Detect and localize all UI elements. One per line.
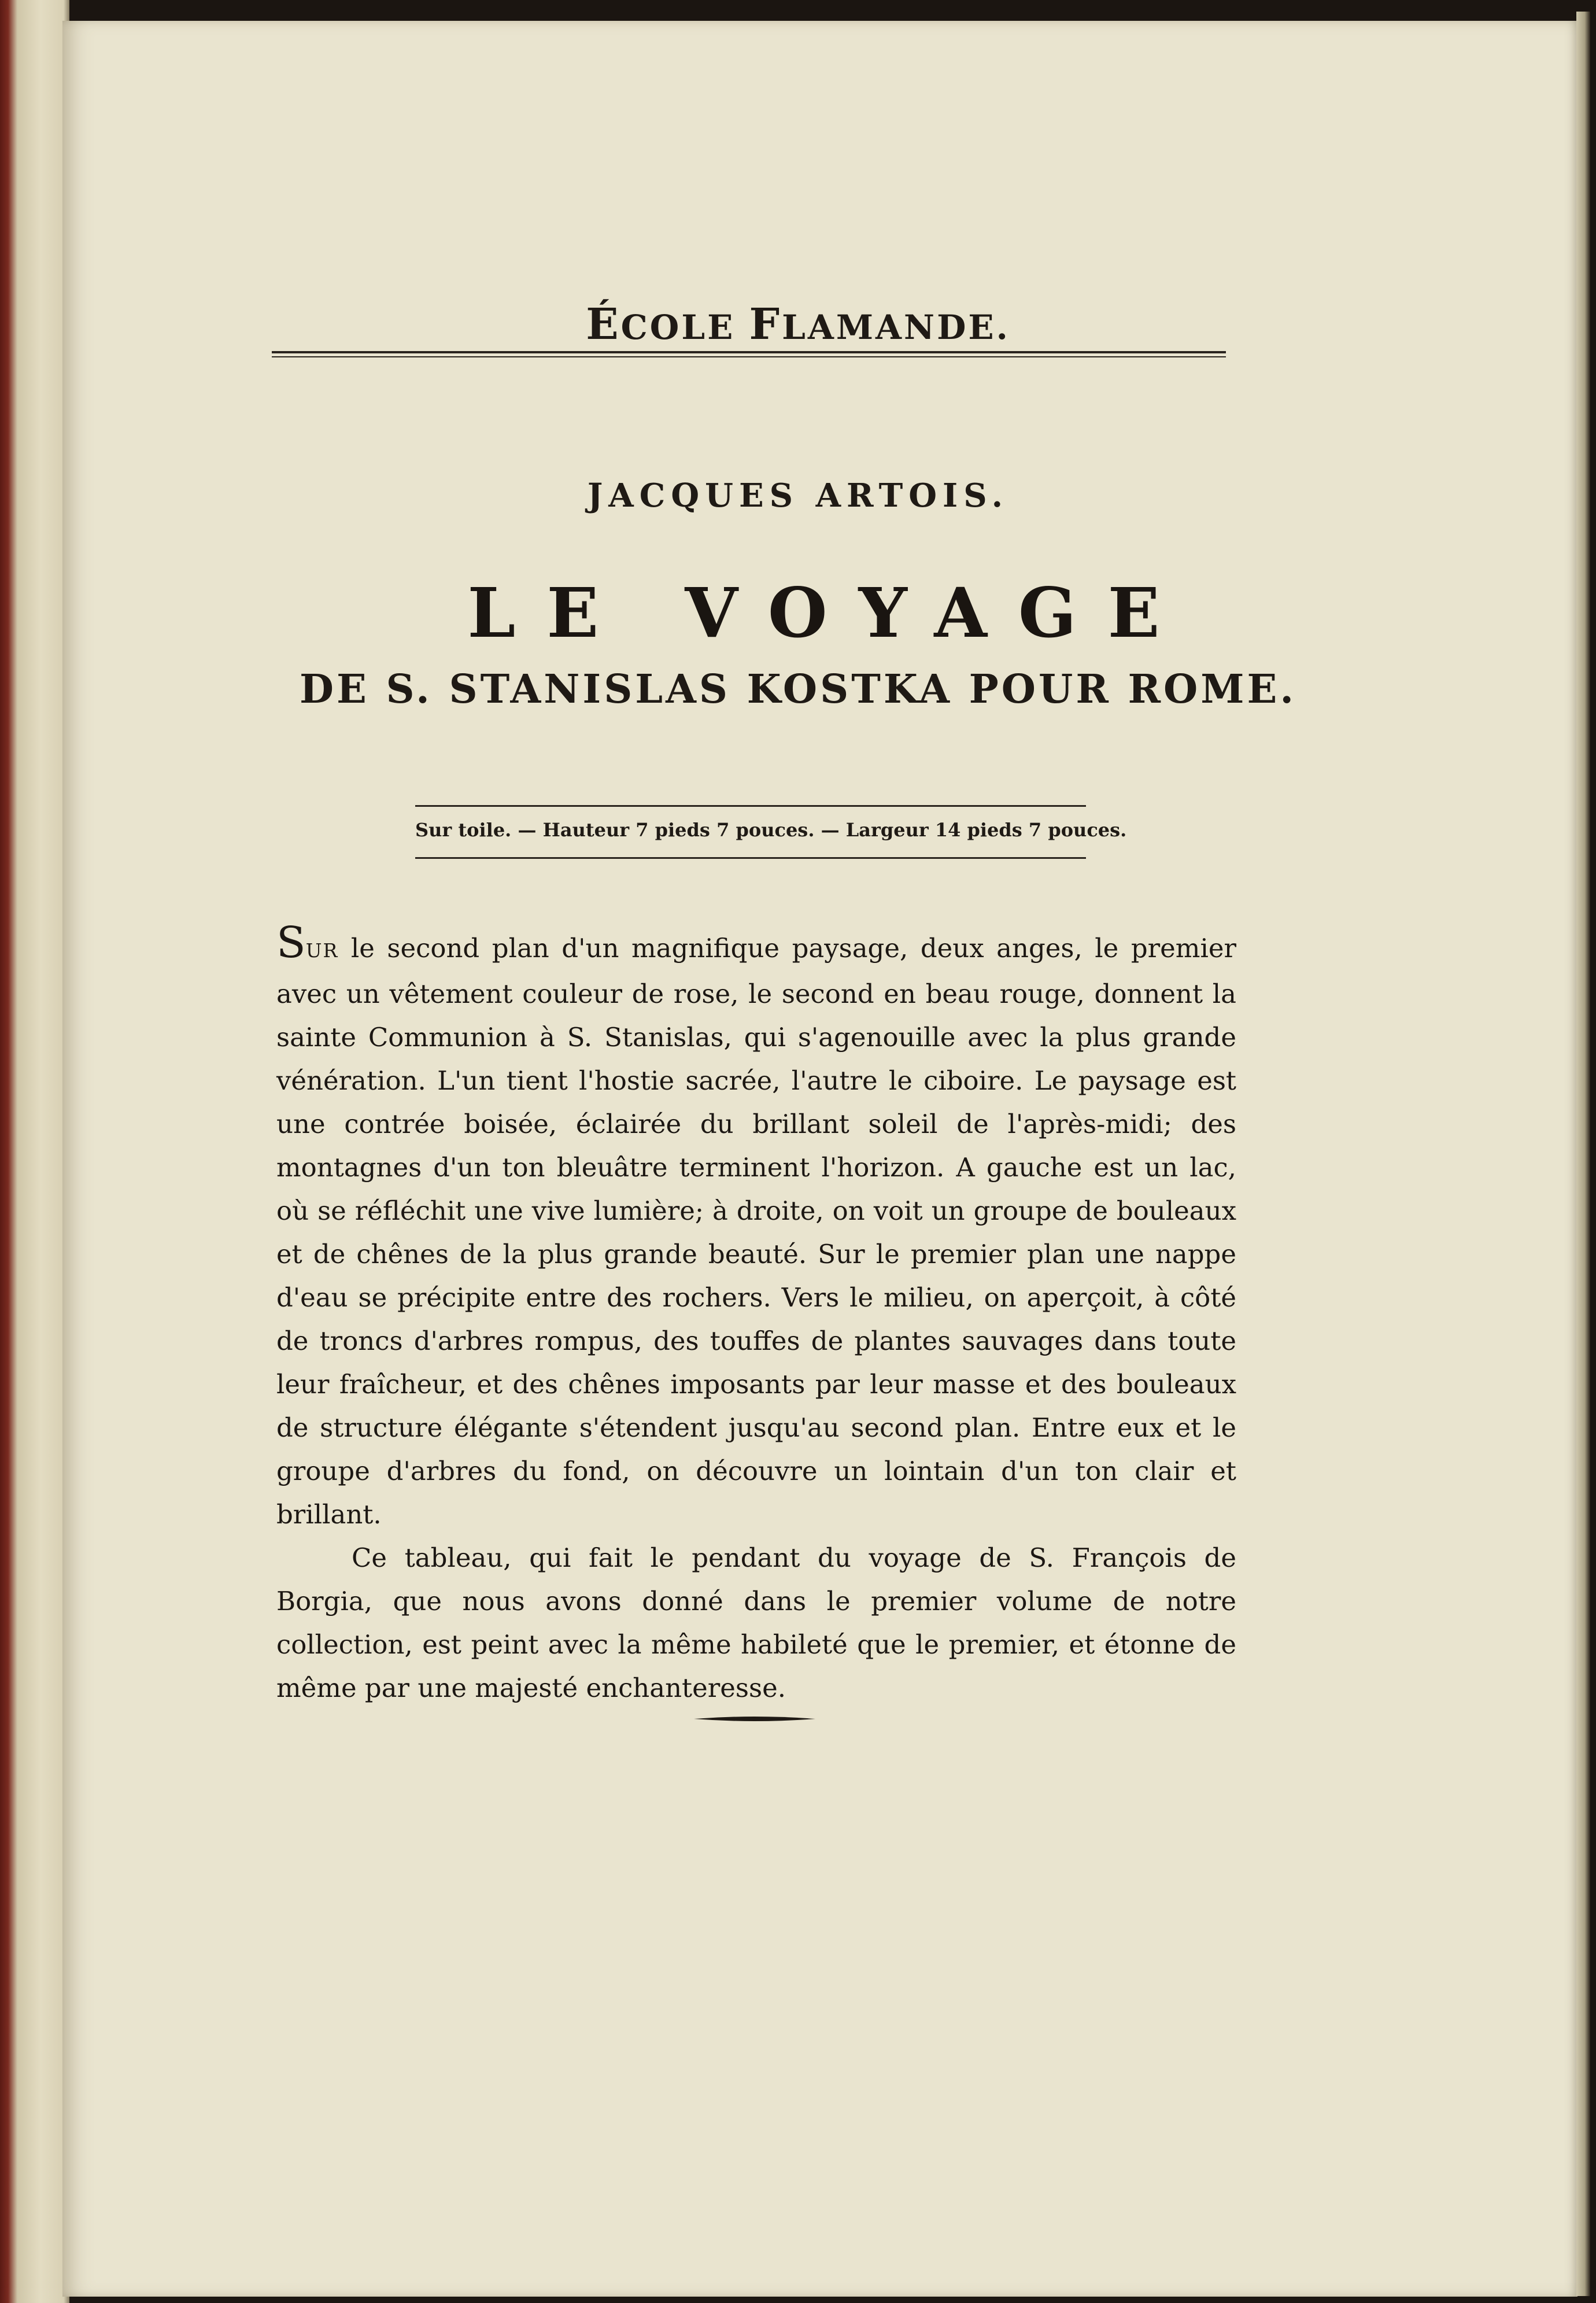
section-header bbox=[0, 300, 1596, 349]
description-body bbox=[276, 918, 1236, 1710]
header-rest-2: LAMANDE. bbox=[782, 308, 1010, 347]
page-edge-right bbox=[1576, 12, 1590, 2296]
painting-dimensions: Sur toile. — Hauteur 7 pieds 7 pouces. — Largeur 14 pieds 7 pouces. bbox=[415, 819, 1127, 841]
artist-name: JACQUES ARTOIS. bbox=[587, 477, 1009, 515]
dimensions-rule-bottom bbox=[415, 857, 1086, 859]
page-title: LE VOYAGE bbox=[467, 573, 1191, 653]
dimensions-rule-top bbox=[415, 805, 1086, 807]
paragraph-1 bbox=[276, 918, 1236, 1536]
header-rule-bottom bbox=[272, 356, 1226, 357]
header-initial-1: É bbox=[586, 300, 621, 349]
page-subtitle: DE S. STANISLAS KOSTKA POUR ROME. bbox=[299, 666, 1297, 713]
paragraph-2 bbox=[276, 1536, 1236, 1710]
drop-initial: S bbox=[276, 918, 306, 968]
header-initial-2: F bbox=[749, 300, 782, 349]
paragraph-1-text: le second plan d'un magnifique paysage, deux anges, le premier avec un vêtement couleur de rose, le second en beau rouge, donnent la sainte Communion à S. Stanislas, qui s'agenouille avec la plus grande vénération. L'un tient l'hostie sacrée, l'autre le ciboire. Le paysage est une contrée boisée, éclairée du brillant soleil de l'après-midi; des montagnes d'un ton bleuâtre terminent l'horizon. A gauche est un lac, où se réfléchit une vive lumière; à droite, on voit un groupe de bouleaux et de chênes de la plus grande beauté. Sur le premier plan une nappe d'eau se précipite entre des rochers. Vers le milieu, on aperçoit, à côté de troncs d'arbres rompus, des touffes de plantes sauvages dans toute leur fraîcheur, et des chênes imposants par leur masse et des bouleaux de structure élégante s'étendent jusqu'au second plan. Entre eux et le groupe d'arbres du fond, on découvre un lointain d'un ton clair et brillant. bbox=[276, 933, 1236, 1530]
header-rest-1: COLE bbox=[620, 308, 749, 347]
header-rule-top bbox=[272, 351, 1226, 353]
end-ornament bbox=[694, 1714, 815, 1723]
smallcaps-lead: UR bbox=[305, 939, 339, 962]
paragraph-2-text: Ce tableau, qui fait le pendant du voyage de S. François de Borgia, que nous avons donné dans le premier volume de notre collection, est peint avec la même habileté que le premier, et étonne de même par une majesté enchanteresse. bbox=[276, 1542, 1236, 1703]
